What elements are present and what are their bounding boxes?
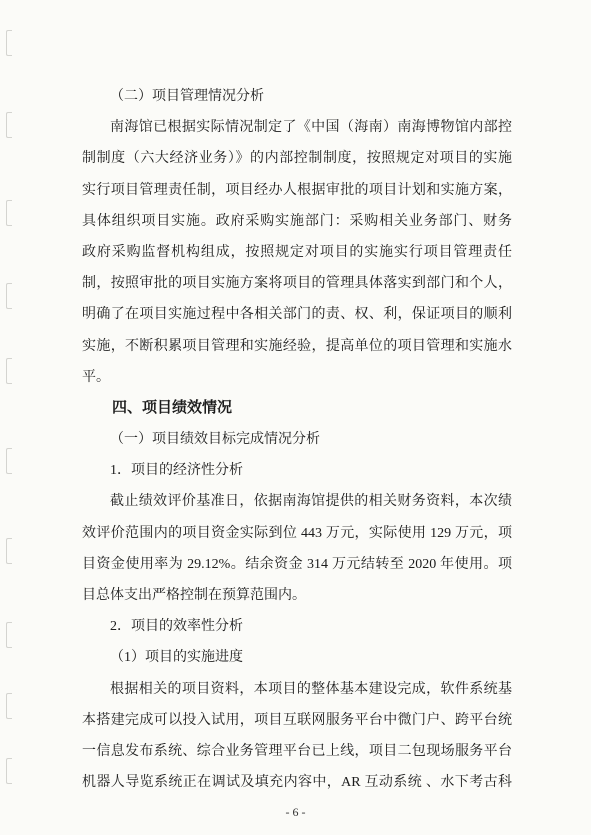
paragraph-line: 实施，不断积累项目管理和实施经验，提高单位的项目管理和实施水 <box>82 338 512 354</box>
document-body <box>82 81 512 798</box>
scan-binding-mark <box>6 112 12 138</box>
scan-binding-mark <box>6 200 12 226</box>
scan-binding-mark <box>6 358 12 384</box>
paragraph-line: 实行项目管理责任制，项目经办人根据审批的项目计划和实施方案， <box>82 182 512 198</box>
paragraph-line: 目总体支出严格控制在预算范围内。 <box>82 588 306 603</box>
paragraph-line: 制制度（六大经济业务）》的内部控制制度，按照规定对项目的实施 <box>82 151 512 167</box>
scan-binding-mark <box>6 622 12 648</box>
paragraph-line: 具体组织项目实施。政府采购实施部门：采购相关业务部门、财务 <box>82 213 512 229</box>
page-number: - 6 - <box>285 805 306 819</box>
paragraph-line: 制，按照审批的项目实施方案将项目的管理具体落实到部门和个人， <box>82 276 512 292</box>
paragraph-line: 机器人导览系统正在调试及填充内容中，AR 互动系统 、水下考古科 <box>82 775 512 791</box>
scan-binding-mark <box>6 448 12 474</box>
scan-binding-mark <box>6 693 12 719</box>
item-heading-efficiency: 2．项目的效率性分析 <box>110 619 243 635</box>
paragraph-line: 目资金使用率为 29.12%。结余资金 314 万元结转至 2020 年使用。项 <box>82 556 512 572</box>
paragraph-line: 政府采购监督机构组成，按照规定对项目的实施实行项目管理责任 <box>82 244 512 260</box>
scan-binding-mark <box>6 30 12 56</box>
paragraph-line: 效评价范围内的项目资金实际到位 443 万元，实际使用 129 万元，项 <box>82 525 512 541</box>
subitem-heading-progress: （1）项目的实施进度 <box>110 650 243 666</box>
paragraph-line: 平。 <box>82 369 110 385</box>
subsection-heading-management: （二）项目管理情况分析 <box>110 89 264 104</box>
paragraph-line: 明确了在项目实施过程中各相关部门的责、权、利，保证项目的顺利 <box>82 307 512 323</box>
paragraph-line: 根据相关的项目资料，本项目的整体基本建设完成，软件系统基 <box>110 681 512 697</box>
paragraph-line: 一信息发布系统、综合业务管理平台已上线，项目二包现场服务平台 <box>82 743 512 759</box>
paragraph-line: 本搭建完成可以投入试用，项目互联网服务平台中微门户、跨平台统 <box>82 712 512 728</box>
scan-binding-mark <box>6 538 12 564</box>
item-heading-economy: 1．项目的经济性分析 <box>110 463 243 479</box>
subsection-heading-targets: （一）项目绩效目标完成情况分析 <box>110 432 320 448</box>
paragraph-line: 南海馆已根据实际情况制定了《中国（海南）南海博物馆内部控 <box>110 120 512 136</box>
scan-binding-mark <box>6 283 12 309</box>
section-heading-performance: 四、项目绩效情况 <box>112 399 233 416</box>
paragraph-line: 截止绩效评价基准日，依据南海馆提供的相关财务资料，本次绩 <box>110 494 512 510</box>
scan-binding-mark <box>6 758 12 784</box>
